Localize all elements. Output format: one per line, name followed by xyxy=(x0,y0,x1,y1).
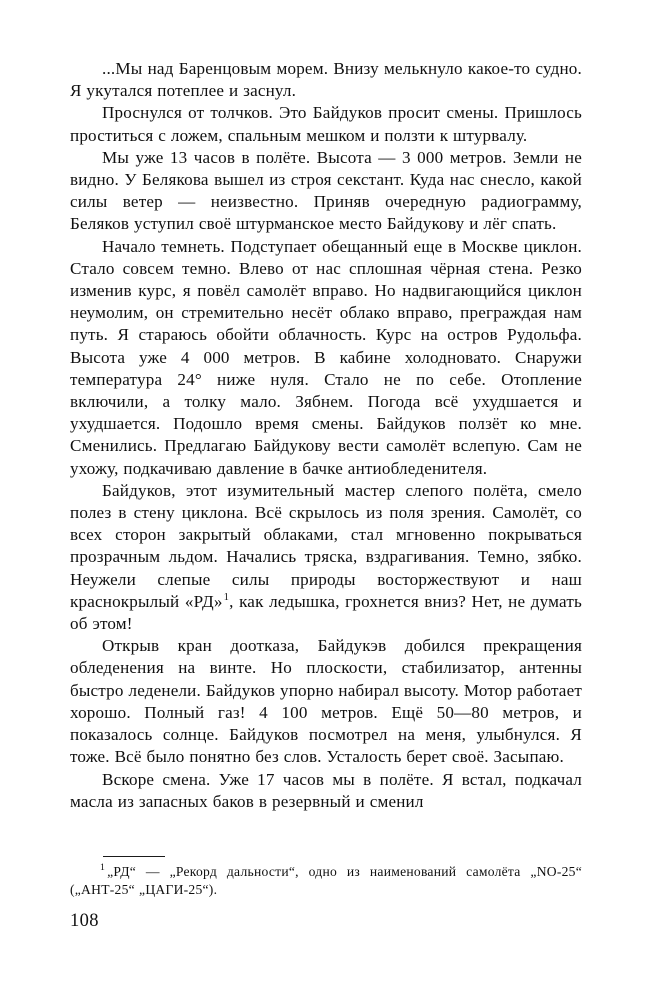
paragraph: ...Мы над Баренцовым морем. Внизу мелькнуло какое-то судно. Я укутался потеплее и заснул. xyxy=(70,59,582,101)
paragraph-with-footnote-reference xyxy=(70,480,582,635)
paragraph: Вскоре смена. Уже 17 часов мы в полёте. Я встал, подкачал масла из запасных баков в резервный и сменил xyxy=(70,769,582,811)
paragraph: Мы уже 13 часов в полёте. Высота — 3 000 метров. Земли не видно. У Белякова вышел из строя секстант. Куда нас снесло, какой силы ветер — неизвестно. Приняв очередную радиограмму, Беляков уступил своё штурманское место Байдукову и лёг спать. xyxy=(70,147,582,234)
paragraph: Начало темнеть. Подступает обещанный еще в Москве циклон. Стало совсем темно. Влево от нас сплошная чёрная стена. Резко изменив курс, я повёл самолёт вправо. Но надвигающийся циклон неумолим, он стремительно несёт облако вправо, преграждая нам путь. Я стараюсь обойти облачность. Курс на остров Рудольфа. Высота уже 4 000 метров. В кабине холодновато. Снаружи температура 24° ниже нуля. Стало не по себе. Отопление включили, а толку мало. Зябнем. Погода всё ухудшается и ухудшается. Подошло время смены. Байдуков ползёт ко мне. Сменились. Предлагаю Байдукову вести самолёт вслепую. Сам не ухожу, подкачиваю давление в бачке антиобледенителя. xyxy=(70,236,582,478)
paragraph-text-before-footnote: Байдуков, этот изумительный мастер слепого полёта, смело полез в стену циклона. Всё скрылось из поля зрения. Самолёт, со всех сторон закрытый облаками, стал мгновенно покрываться прозрачным льдом. Начались тряска, вздрагивания. Темно, зябко. Неужели слепые силы природы восторжествуют и наш краснокрылый «РД» xyxy=(70,480,582,611)
footnote-reference-marker[interactable]: 1 xyxy=(223,592,230,604)
footnote-entry xyxy=(70,863,582,899)
footnote-body-text: „РД“ — „Рекорд дальности“, одно из наименований самолёта „NO-25“ („АНТ-25“ „ЦАГИ-25“). xyxy=(70,864,582,898)
paragraph-text-after-footnote: , как ледышка, грохнется вниз? Нет, не думать об этом! xyxy=(70,591,582,634)
footnote-number: 1 xyxy=(100,862,106,874)
paragraph: Открыв кран доотказа, Байдукэв добился прекращения обледенения на винте. Но плоскости, стабилизатор, антенны быстро леденели. Байдуков упорно набирал высоту. Мотор работает хорошо. Полный газ! 4 100 метров. Ещё 50—80 метров, и показалось солнце. Байдуков посмотрел на меня, улыбнулся. Я тоже. Всё было понятно без слов. Усталость берет своё. Засыпаю. xyxy=(70,636,582,767)
paragraph: Проснулся от толчков. Это Байдуков просит смены. Пришлось проститься с ложем, спальным мешком и ползти к штурвалу. xyxy=(70,103,582,145)
footnote-block xyxy=(70,856,582,899)
page-number-folio: 108 xyxy=(70,911,99,931)
body-text-column xyxy=(70,58,582,813)
footnote-separator-rule xyxy=(103,856,165,857)
